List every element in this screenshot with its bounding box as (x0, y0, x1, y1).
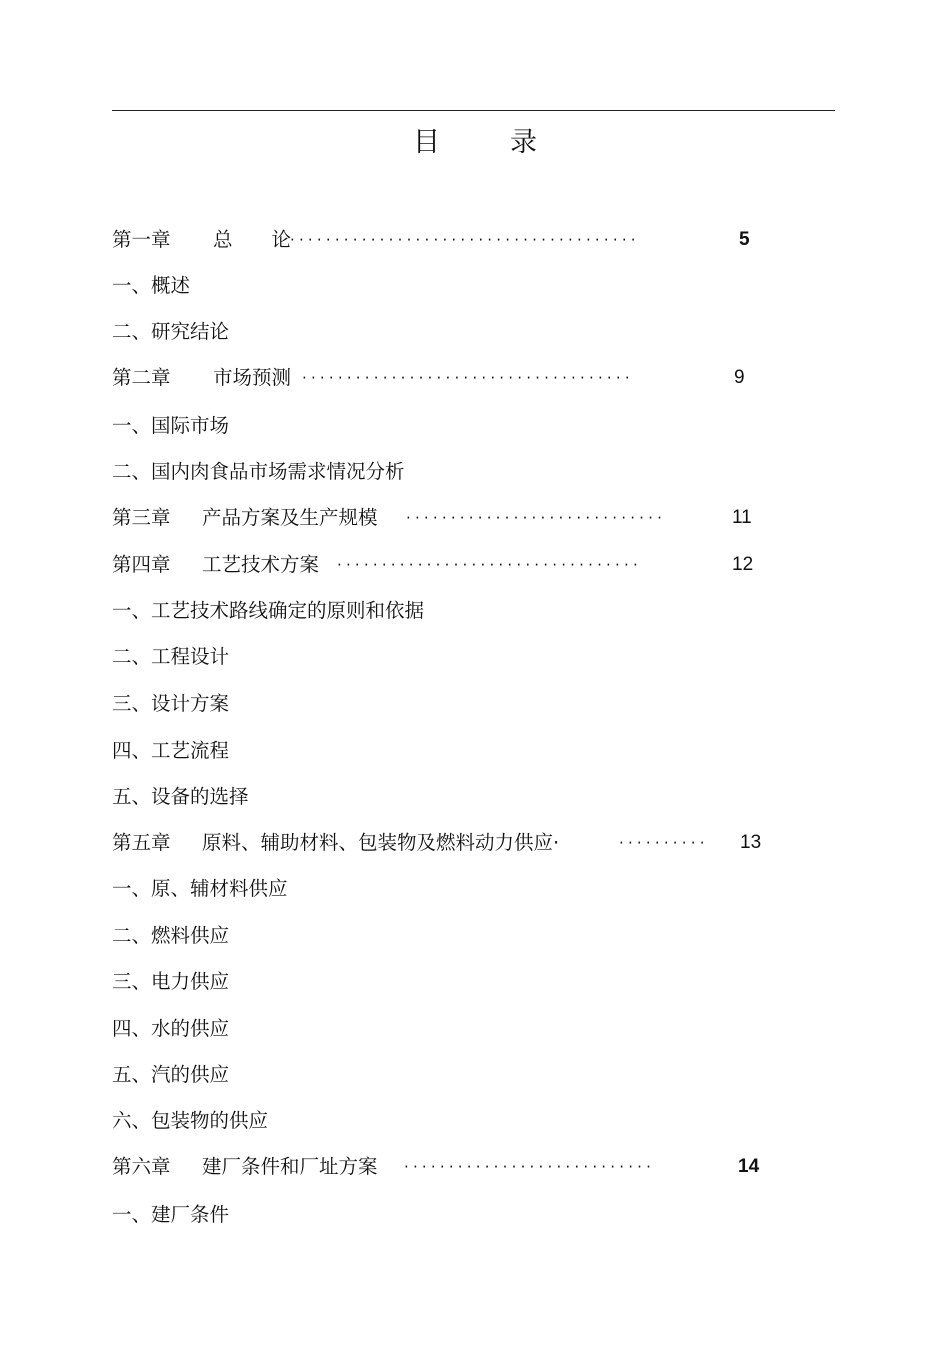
toc-section[interactable]: 一、原、辅材料供应 (112, 877, 288, 900)
chapter-number: 第四章 (112, 553, 171, 576)
chapter-title: 市场预测 (213, 366, 292, 389)
toc-section[interactable]: 二、工程设计 (112, 645, 230, 668)
chapter-number: 第三章 (112, 506, 171, 529)
toc-section[interactable]: 一、概述 (112, 274, 191, 297)
chapter-title: 产品方案及生产规模 (202, 506, 378, 529)
toc-section[interactable]: 四、水的供应 (112, 1017, 230, 1040)
toc-section[interactable]: 一、建厂条件 (112, 1203, 230, 1226)
top-rule (112, 110, 835, 111)
leader-dots: ····································· (302, 369, 634, 387)
toc-section[interactable]: 一、工艺技术路线确定的原则和依据 (112, 599, 425, 622)
chapter-title: 总 论 (213, 228, 292, 251)
toc-section[interactable]: 三、电力供应 (112, 970, 230, 993)
title-char-2: 录 (510, 127, 537, 158)
page-number: 13 (740, 832, 762, 853)
chapter-number: 第六章 (112, 1155, 171, 1178)
toc-section[interactable]: 二、燃料供应 (112, 924, 230, 947)
leader-dots: ····························· (406, 509, 667, 527)
toc-section[interactable]: 六、包装物的供应 (112, 1109, 269, 1132)
page-number: 12 (732, 554, 754, 575)
page-number: 14 (738, 1156, 760, 1177)
chapter-number: 第二章 (112, 366, 171, 389)
toc-section[interactable]: 二、研究结论 (112, 320, 230, 343)
page-number: 5 (739, 229, 750, 250)
chapter-title: 工艺技术方案 (202, 553, 320, 576)
toc-section[interactable]: 三、设计方案 (112, 692, 230, 715)
toc-section[interactable]: 二、国内肉食品市场需求情况分析 (112, 460, 405, 483)
page-number: 11 (732, 507, 752, 528)
title-char-1: 目 (413, 127, 440, 158)
toc-section[interactable]: 四、工艺流程 (112, 739, 230, 762)
chapter-title: 原料、辅助材料、包装物及燃料动力供应· (202, 831, 560, 854)
page-number: 9 (734, 367, 745, 388)
chapter-title: 建厂条件和厂址方案 (202, 1155, 378, 1178)
leader-dots: ·········· (619, 834, 709, 852)
leader-dots: ···························· (404, 1158, 656, 1176)
chapter-number: 第一章 (112, 228, 171, 251)
toc-section[interactable]: 一、国际市场 (112, 414, 230, 437)
leader-dots: ······································· (290, 231, 640, 249)
page-title (0, 120, 950, 159)
chapter-number: 第五章 (112, 831, 171, 854)
leader-dots: ·································· (337, 556, 642, 574)
toc-section[interactable]: 五、汽的供应 (112, 1063, 230, 1086)
toc-section[interactable]: 五、设备的选择 (112, 785, 249, 808)
